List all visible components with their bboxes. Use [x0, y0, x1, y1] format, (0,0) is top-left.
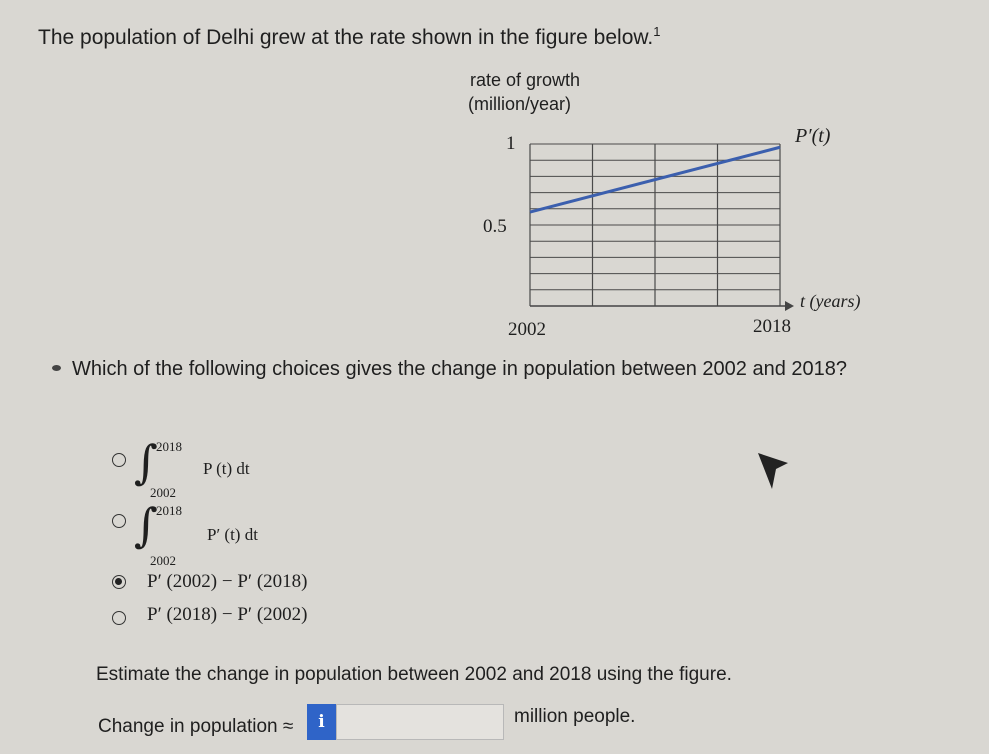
graph-grid	[530, 144, 780, 306]
option-1-integrand: P (t) dt	[203, 459, 250, 478]
units-label: million people.	[514, 706, 636, 727]
y-tick-1: 1	[506, 133, 516, 154]
x-axis-arrow	[785, 301, 794, 311]
intro-text: The population of Delhi grew at the rate shown in the figure below.	[38, 26, 654, 49]
estimate-prompt: Estimate the change in population between 2002 and 2018 using the figure.	[96, 664, 732, 685]
question-bullet	[52, 365, 61, 371]
info-icon[interactable]: i	[307, 704, 336, 740]
growth-rate-graph	[440, 60, 880, 345]
option-1-integral-sign: ∫	[134, 435, 158, 489]
option-3-radio[interactable]	[112, 575, 126, 589]
option-4-expression: P′ (2018) − P′ (2002)	[147, 604, 308, 625]
option-1-radio[interactable]	[112, 453, 126, 467]
x-tick-2018: 2018	[753, 316, 791, 337]
x-axis-label: t (years)	[800, 291, 861, 311]
change-in-population-label: Change in population ≈	[98, 716, 294, 737]
footnote-mark: 1	[653, 24, 661, 39]
option-2-integral-sign: ∫	[134, 498, 158, 552]
y-axis-title-line1: rate of growth	[470, 70, 581, 90]
option-1-lower-limit: 2002	[150, 485, 176, 500]
change-in-population-input[interactable]	[336, 704, 504, 740]
option-2-integrand: P′ (t) dt	[207, 525, 258, 544]
y-tick-0-5: 0.5	[483, 216, 507, 237]
option-1-upper-limit: 2018	[156, 439, 182, 454]
option-3-expression: P′ (2002) − P′ (2018)	[147, 571, 308, 592]
option-2-upper-limit: 2018	[156, 503, 182, 518]
question-prompt: Which of the following choices gives the change in population between 2002 and 2018?	[72, 358, 847, 380]
curve-label: P′(t)	[795, 125, 831, 147]
y-axis-title-line2: (million/year)	[468, 94, 572, 114]
option-4-radio[interactable]	[112, 611, 126, 625]
question-intro	[38, 24, 660, 50]
x-tick-2002: 2002	[508, 319, 546, 340]
option-2-lower-limit: 2002	[150, 553, 176, 568]
mouse-pointer-icon	[758, 453, 794, 491]
option-2-radio[interactable]	[112, 514, 126, 528]
